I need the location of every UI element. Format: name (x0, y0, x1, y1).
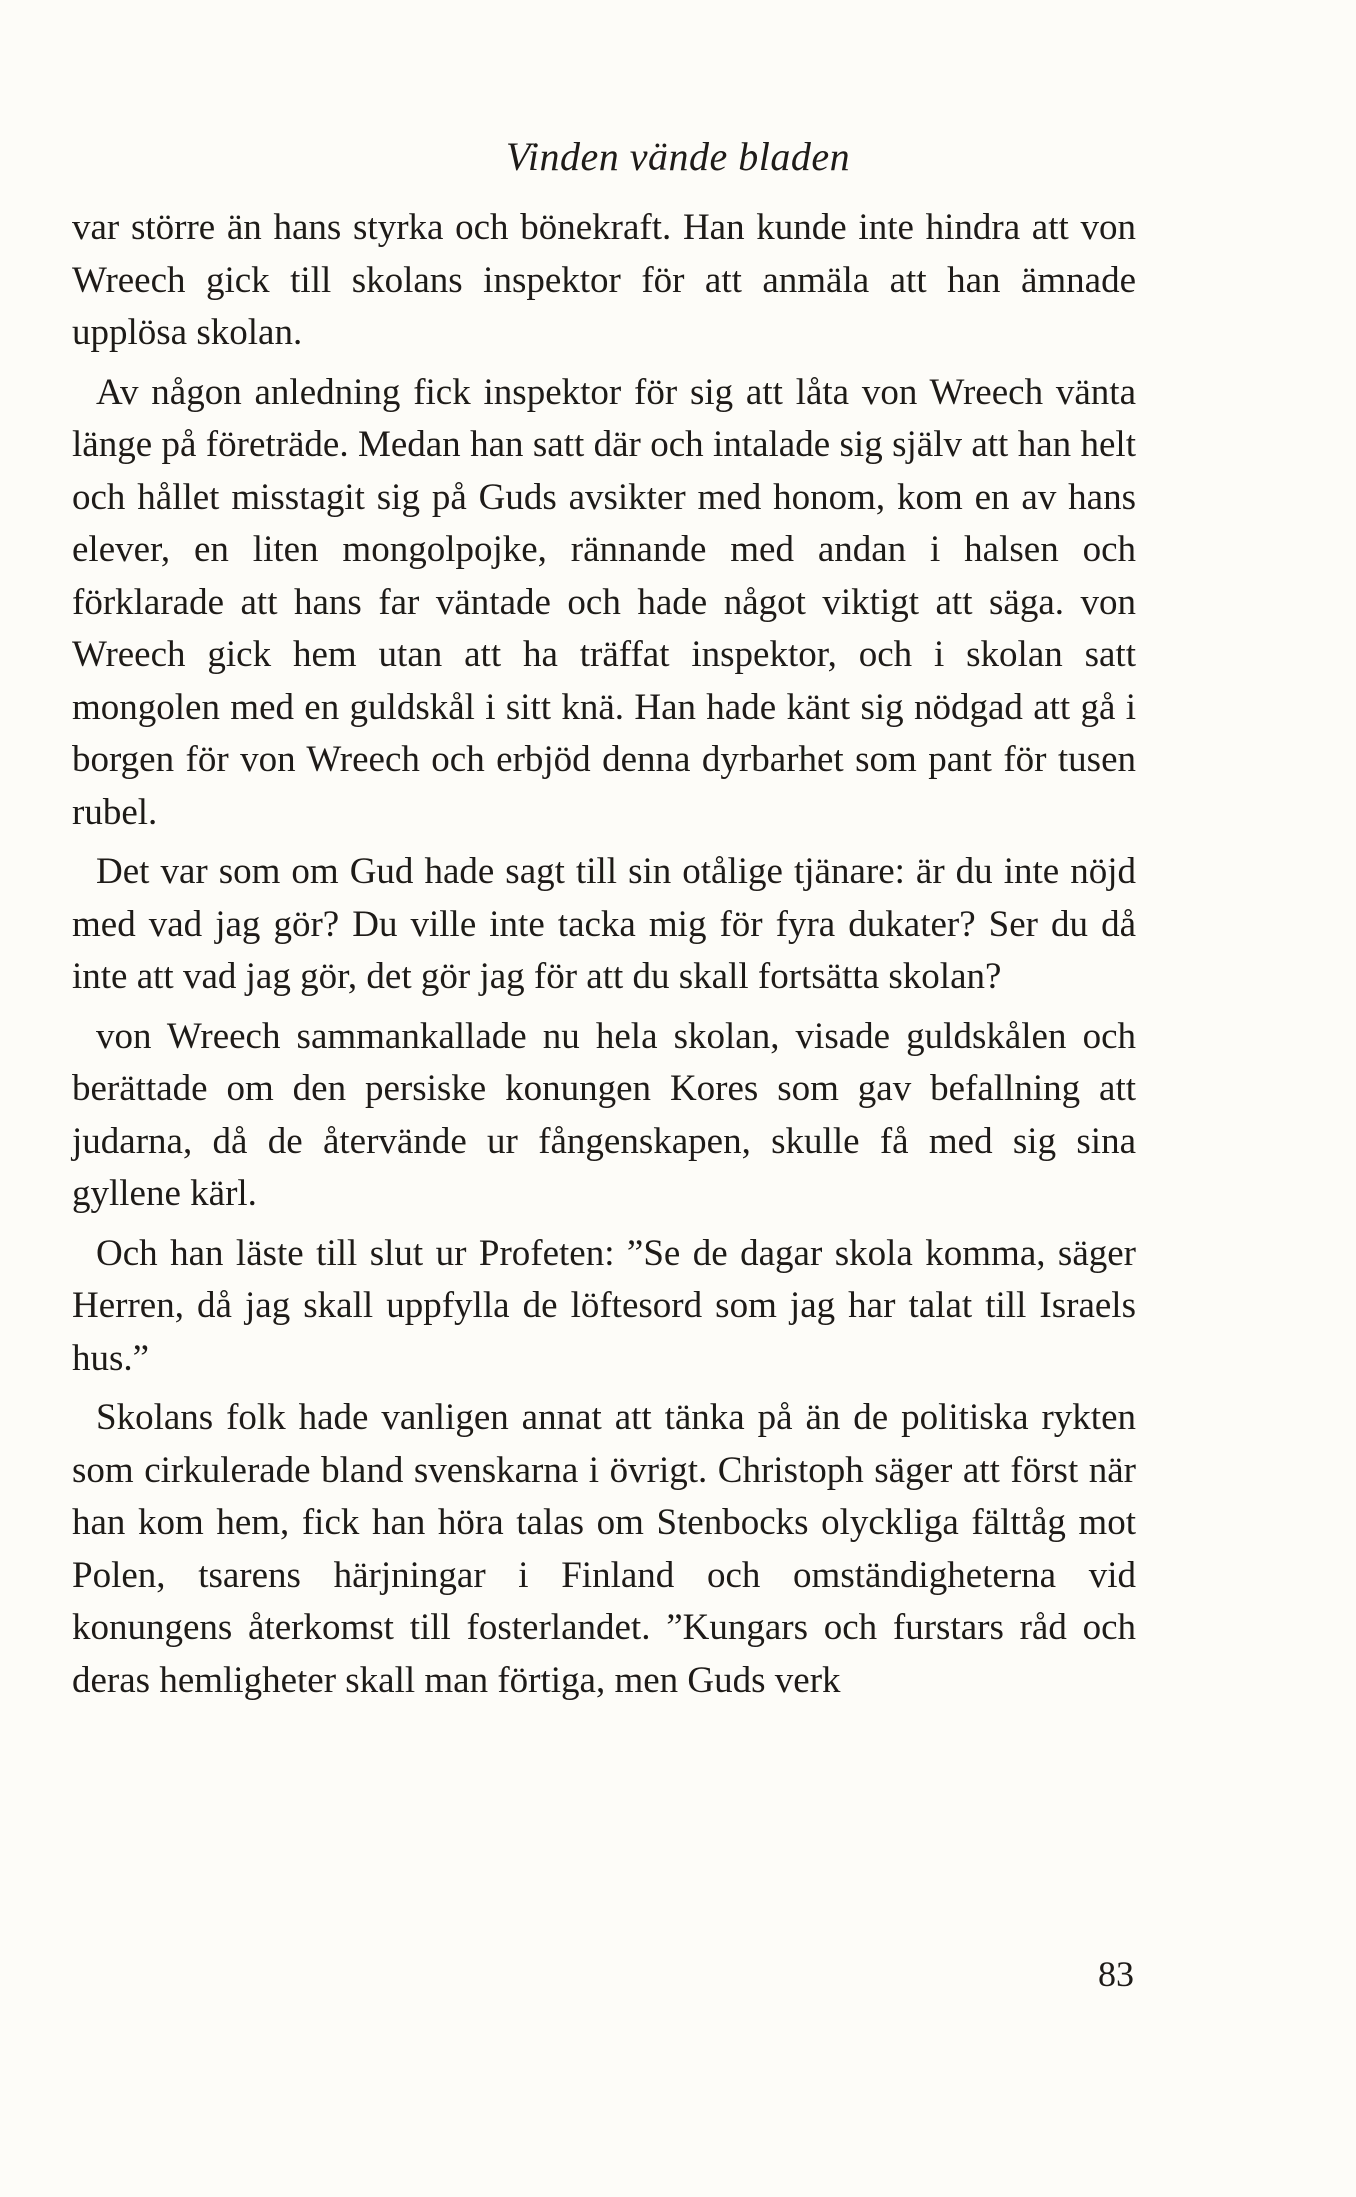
paragraph-guldskal: von Wreech sammankallade nu hela skolan, visade guldskålen och berättade om den persiske konungen Kores som gav befallning att judarna, då de återvände ur fångenskapen, skulle få med sig sina gyllene kärl. (72, 1015, 1136, 1214)
paragraph-skolans-folk: Skolans folk hade vanligen annat att tänka på än de politiska rykten som cirkulerade bland svenskarna i övrigt. Christoph säger att först när han kom hem, fick han höra talas om Stenbocks olyckliga fälttåg mot Polen, tsarens härjningar i Finland och omständigheterna vid konungens återkomst till fosterlandet. ”Kungars och furstars råd och deras hemligheter skall man förtiga, men Guds verk (72, 1397, 1136, 1701)
body-text (72, 202, 1136, 1707)
paragraph-profeten: Och han läste till slut ur Profeten: ”Se de dagar skola komma, säger Herren, då jag skall uppfylla de löftesord som jag har talat till Israels hus.” (72, 1232, 1136, 1379)
paragraph-continuation: var större än hans styrka och bönekraft. Han kunde inte hindra att von Wreech gick till skolans inspektor för att anmäla att han ämnade upplösa skolan. (72, 207, 1136, 353)
running-head: Vinden vände bladen (505, 134, 851, 179)
page-number: 83 (1098, 1954, 1134, 1994)
paragraph-inspektor: Av någon anledning fick inspektor för sig att låta von Wreech vänta länge på företräde. Medan han satt där och intalade sig själv att han helt och hållet misstagit sig på Guds avsikter med honom, kom en av hans elever, en liten mongolpojke, rännande med andan i halsen och förklarade att hans far väntade och hade något viktigt att säga. von Wreech gick hem utan att ha träffat inspektor, och i skolan satt mongolen med en guldskål i sitt knä. Han hade känt sig nödgad att gå i borgen för von Wreech och erbjöd denna dyrbarhet som pant för tusen rubel. (72, 371, 1136, 833)
paragraph-gud: Det var som om Gud hade sagt till sin otålige tjänare: är du inte nöjd med vad jag gör? Du ville inte tacka mig för fyra dukater? Ser du då inte att vad jag gör, det gör jag för att du skall fortsätta skolan? (72, 851, 1136, 997)
